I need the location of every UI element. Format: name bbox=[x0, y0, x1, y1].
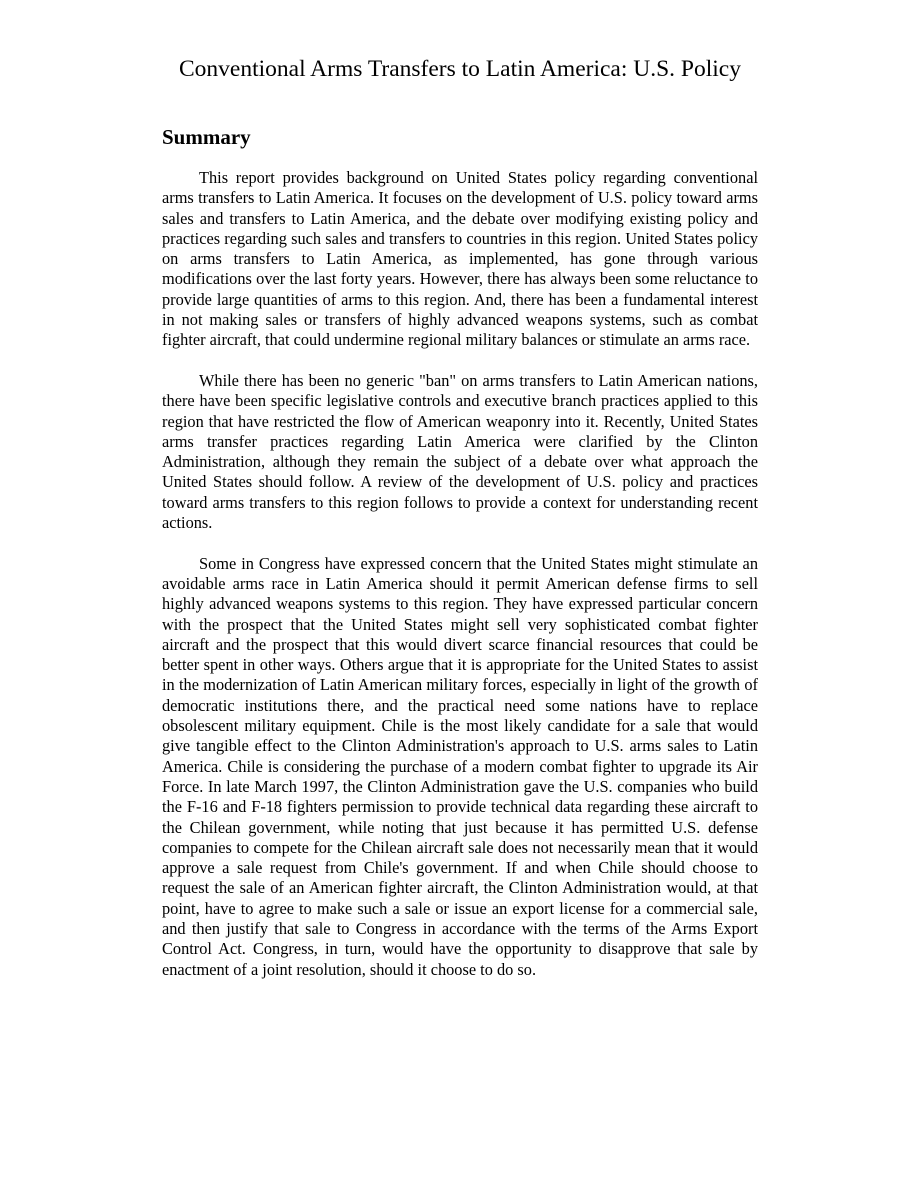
summary-paragraph-3: Some in Congress have expressed concern that the United States might stimulate an avoidable arms race in Latin America should it permit American defense firms to sell highly advanced weapons systems to this region. They have expressed particular concern with the prospect that the United States might sell very sophisticated combat fighter aircraft and the prospect that this would divert scarce financial resources that could be better spent in other ways. Others argue that it is appropriate for the United States to assist in the modernization of Latin American military forces, especially in light of the growth of democratic institutions there, and the practical need some nations have to replace obsolescent military equipment. Chile is the most likely candidate for a sale that would give tangible effect to the Clinton Administration's approach to U.S. arms sales to Latin America. Chile is considering the purchase of a modern combat fighter to upgrade its Air Force. In late March 1997, the Clinton Administration gave the U.S. companies who build the F-16 and F-18 fighters permission to provide technical data regarding these aircraft to the Chilean government, while noting that just because it has permitted U.S. defense companies to compete for the Chilean aircraft sale does not necessarily mean that it would approve a sale request from Chile's government. If and when Chile should choose to request the sale of an American fighter aircraft, the Clinton Administration would, at that point, have to agree to make such a sale or issue an export license for a commercial sale, and then justify that sale to Congress in accordance with the terms of the Arms Export Control Act. Congress, in turn, would have the opportunity to disapprove that sale by enactment of a joint resolution, should it choose to do so. bbox=[162, 553, 758, 979]
summary-heading: Summary bbox=[162, 125, 251, 149]
document-title: Conventional Arms Transfers to Latin America: U.S. Policy bbox=[178, 56, 741, 82]
summary-paragraph-2: While there has been no generic "ban" on arms transfers to Latin American nations, there have been specific legislative controls and executive branch practices applied to this region that have restricted the flow of American weaponry into it. Recently, United States arms transfer practices regarding Latin America were clarified by the Clinton Administration, although they remain the subject of a debate over what approach the United States should follow. A review of the development of U.S. policy and practices toward arms transfers to this region follows to provide a context for understanding recent actions. bbox=[162, 370, 758, 533]
summary-paragraph-1: This report provides background on United States policy regarding conventional arms transfers to Latin America. It focuses on the development of U.S. policy toward arms sales and transfers to Latin America, and the debate over modifying existing policy and practices regarding such sales and transfers to countries in this region. United States policy on arms transfers to Latin America, as implemented, has gone through various modifications over the last forty years. However, there has always been some reluctance to provide large quantities of arms to this region. And, there has been a fundamental interest in not making sales or transfers of highly advanced weapons systems, such as combat fighter aircraft, that could undermine regional military balances or stimulate an arms race. bbox=[162, 168, 758, 350]
summary-body bbox=[162, 168, 758, 1000]
